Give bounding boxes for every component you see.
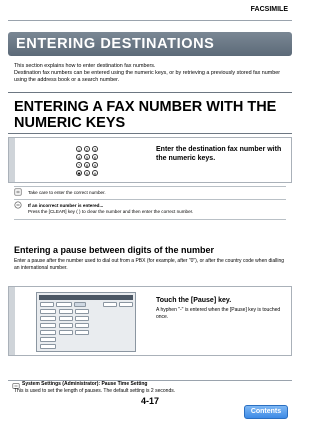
contents-button[interactable]: Contents (244, 405, 288, 419)
screen-button (75, 330, 89, 335)
key-8: 8 (85, 163, 89, 168)
screen-title-bar (39, 295, 133, 300)
screen-button (40, 330, 56, 335)
screen-button (75, 323, 89, 328)
key-1: 1 (77, 147, 81, 152)
note-icon (14, 188, 22, 196)
screen-button (119, 302, 133, 307)
sys-note-title: System Settings (Administrator): Pause Time Setting (22, 381, 148, 387)
screen-button (74, 302, 86, 307)
section-divider (8, 133, 292, 134)
key-9: 9 (93, 163, 97, 168)
screen-button (59, 330, 73, 335)
caution-icon (14, 201, 22, 209)
note-2 (14, 199, 286, 219)
header-divider (8, 20, 292, 21)
key-7: 7 (77, 163, 81, 168)
screen-button (59, 309, 73, 314)
screen-button (40, 316, 56, 321)
key-4: 4 (77, 155, 81, 160)
screen-button (40, 309, 56, 314)
key-3: 3 (93, 147, 97, 152)
note-2-text: Press the [CLEAR] key ( ) to clear the number and then enter the correct number. (28, 209, 194, 214)
key-hash: # (93, 171, 97, 176)
step-marker (9, 138, 15, 182)
key-0: 0 (85, 171, 89, 176)
key-6: 6 (93, 155, 97, 160)
screen-button (103, 302, 117, 307)
step-1-label: Enter the destination fax number with the numeric keys. (156, 146, 282, 162)
screen-button (40, 323, 56, 328)
section-title: ENTERING A FAX NUMBER WITH THE NUMERIC KEYS (14, 99, 277, 131)
intro-line-2: Destination fax numbers can be entered using the numeric keys, or by retrieving a previously stored fax number using the address book or a search number. (14, 70, 281, 83)
subsection-title: Entering a pause between digits of the number (14, 245, 215, 255)
note-1 (14, 186, 286, 198)
screen-button (40, 344, 56, 349)
intro-text (14, 63, 290, 84)
note-divider (14, 219, 286, 220)
screen-button (59, 316, 73, 321)
touch-panel-screenshot (36, 292, 136, 352)
intro-line-1: This section explains how to enter destination fax numbers. (14, 63, 156, 69)
step-2-label: Touch the [Pause] key. (156, 297, 232, 304)
step-marker (9, 287, 15, 355)
key-5: 5 (85, 155, 89, 160)
note-2-title: If an incorrect number is entered... (28, 203, 104, 208)
key-2: 2 (85, 147, 89, 152)
sys-note-text: This is used to set the length of pauses. The default setting is 2 seconds. (14, 388, 176, 394)
key-star: ✱ (77, 171, 81, 176)
screen-button (40, 337, 56, 342)
screen-button (56, 302, 72, 307)
step-2-sub: A hyphen "-" is entered when the [Pause] key is touched once. (156, 307, 281, 320)
page-title: ENTERING DESTINATIONS (8, 32, 292, 56)
page-number: 4-17 (140, 396, 159, 406)
screen-button (40, 302, 54, 307)
subsection-text: Enter a pause after the number used to dial out from a PBX (for example, after "0"), or after the country code when dialling an international number. (14, 258, 285, 271)
section-label: FACSIMILE (250, 6, 288, 13)
screen-button (59, 323, 73, 328)
section-divider (8, 92, 292, 93)
screen-button (75, 316, 89, 321)
screen-button (75, 309, 89, 314)
note-1-text: Take care to enter the correct number. (28, 190, 106, 195)
